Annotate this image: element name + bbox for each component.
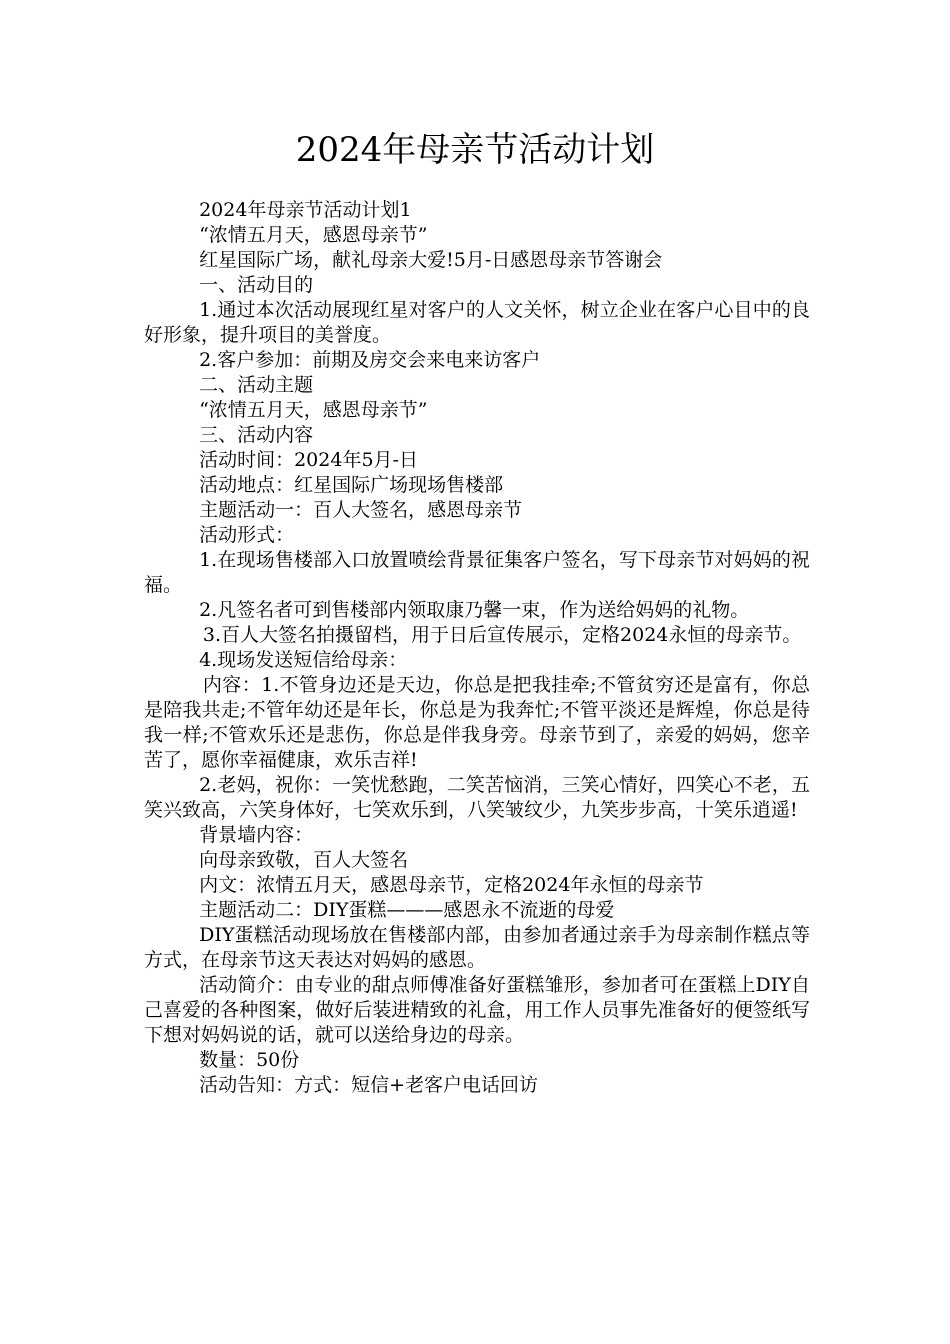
section-heading: 一、活动目的: [199, 274, 314, 296]
section-heading: 二、活动主题: [199, 374, 314, 396]
paragraph: 3.百人大签名拍摄留档，用于日后宣传展示，定格2024永恒的母亲节。: [202, 624, 802, 646]
paragraph: 活动时间：2024年5月-日: [199, 449, 418, 471]
paragraph: 活动地点：红星国际广场现场售楼部: [199, 474, 504, 496]
paragraph: “浓情五月天，感恩母亲节”: [199, 224, 428, 246]
paragraph: “浓情五月天，感恩母亲节”: [199, 399, 428, 421]
paragraph: 2024年母亲节活动计划1: [199, 199, 412, 221]
paragraph: 1.通过本次活动展现红星对客户的人文关怀，树立企业在客户心目中的良好形象，提升项目的美誉度。: [144, 299, 810, 346]
paragraph: 活动简介：由专业的甜点师傅准备好蛋糕雏形，参加者可在蛋糕上DIY自己喜爱的各种图案，做好后装进精致的礼盒，用工作人员事先准备好的便签纸写下想对妈妈说的话，就可以送给身边的母亲。: [144, 974, 810, 1046]
paragraph: 4.现场发送短信给母亲：: [199, 649, 408, 671]
document-title: 2024年母亲节活动计划: [295, 130, 655, 170]
paragraph: 内文：浓情五月天，感恩母亲节，定格2024年永恒的母亲节: [199, 874, 704, 896]
paragraph: DIY蛋糕活动现场放在售楼部内部，由参加者通过亲手为母亲制作糕点等方式，在母亲节这天表达对妈妈的感恩。: [144, 924, 810, 971]
paragraph: 红星国际广场，献礼母亲大爱!5月-日感恩母亲节答谢会: [199, 249, 663, 271]
document-body: [144, 198, 810, 1098]
paragraph: 2.老妈，祝你：一笑忧愁跑，二笑苦恼消，三笑心情好，四笑心不老，五笑兴致高，六笑身体好，七笑欢乐到，八笑皱纹少，九笑步步高，十笑乐逍遥!: [144, 774, 810, 821]
paragraph: 1.在现场售楼部入口放置喷绘背景征集客户签名，写下母亲节对妈妈的祝福。: [144, 549, 810, 596]
paragraph: 主题活动二：DIY蛋糕———感恩永不流逝的母爱: [199, 899, 615, 921]
paragraph: 向母亲致敬，百人大签名: [199, 849, 409, 871]
paragraph: 主题活动一：百人大签名，感恩母亲节: [199, 499, 523, 521]
paragraph: 2.凡签名者可到售楼部内领取康乃馨一束，作为送给妈妈的礼物。: [199, 599, 750, 621]
paragraph: 背景墙内容：: [199, 824, 314, 846]
paragraph: 数量：50份: [199, 1049, 300, 1071]
paragraph: 活动形式：: [199, 524, 295, 546]
paragraph: 活动告知：方式：短信+老客户电话回访: [199, 1074, 539, 1096]
paragraph: 内容：1.不管身边还是天边，你总是把我挂牵;不管贫穷还是富有，你总是陪我共走;不管年幼还是年长，你总是为我奔忙;不管平淡还是辉煌，你总是待我一样;不管欢乐还是悲伤，你总是伴我身旁。母亲节到了，亲爱的妈妈，您辛苦了，愿你幸福健康，欢乐吉祥!: [144, 674, 810, 771]
section-heading: 三、活动内容: [199, 424, 314, 446]
paragraph: 2.客户参加：前期及房交会来电来访客户: [199, 349, 541, 371]
